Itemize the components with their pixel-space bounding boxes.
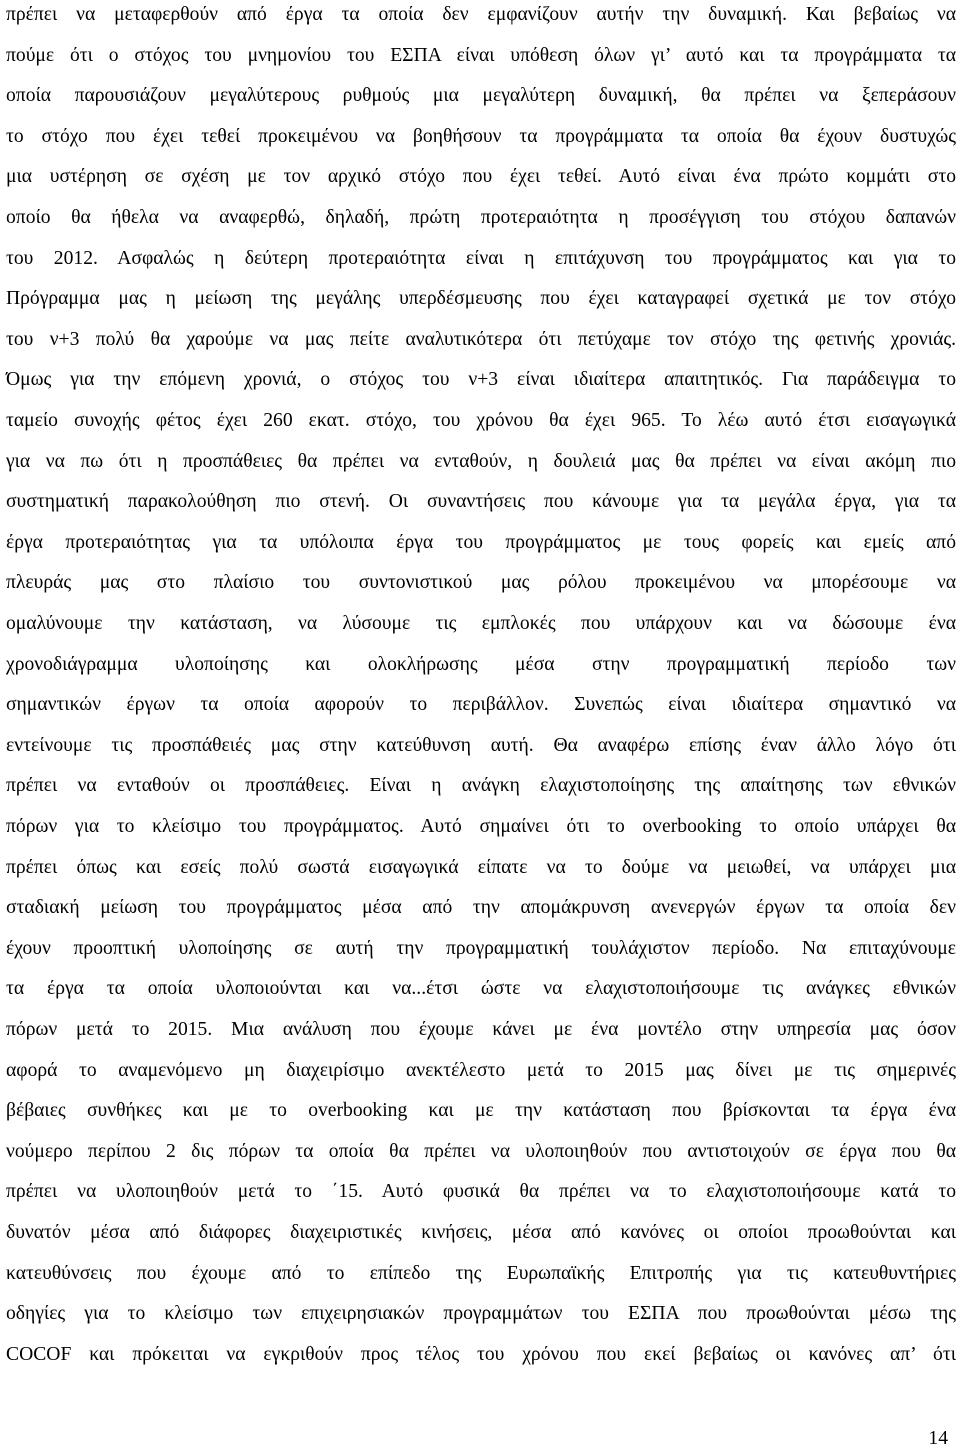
- text-line: σταδιακή μείωση του προγράμματος μέσα από την απομάκρυνση ανενεργών έργων τα οποία δεν: [6, 897, 956, 919]
- text-line: συστηματική παρακολούθηση πιο στενή. Οι συναντήσεις που κάνουμε για τα μεγάλα έργα, για τα: [6, 491, 956, 513]
- text-line: πρέπει να υλοποιηθούν μετά το ΄15. Αυτό φυσικά θα πρέπει να το ελαχιστοποιήσουμε κατά το: [6, 1181, 956, 1203]
- text-line: οδηγίες για το κλείσιμο των επιχειρησιακών προγραμμάτων του ΕΣΠΑ που προωθούνται μέσω της: [6, 1303, 956, 1325]
- text-line: για να πω ότι η προσπάθειες θα πρέπει να ενταθούν, η δουλειά μας θα πρέπει να είναι ακόμη πιο: [6, 450, 956, 472]
- text-line: χρονοδιάγραμμα υλοποίησης και ολοκλήρωσης μέσα στην προγραμματική περίοδο των: [6, 653, 956, 675]
- text-line: κατευθύνσεις που έχουμε από το επίπεδο της Ευρωπαϊκής Επιτροπής για τις κατευθυντήριες: [6, 1262, 956, 1284]
- text-line: πούμε ότι ο στόχος του μνημονίου του ΕΣΠΑ είναι υπόθεση όλων γι’ αυτό και τα προγράμματα τα: [6, 44, 956, 66]
- text-line: σημαντικών έργων τα οποία αφορούν το περιβάλλον. Συνεπώς είναι ιδιαίτερα σημαντικό να: [6, 694, 956, 716]
- text-line: οποίο θα ήθελα να αναφερθώ, δηλαδή, πρώτη προτεραιότητα η προσέγγιση του στόχου δαπανών: [6, 207, 956, 228]
- text-line: βέβαιες συνθήκες και με το overbooking και με την κατάσταση που βρίσκονται τα έργα ένα: [6, 1100, 956, 1122]
- page-number: 14: [928, 1428, 948, 1449]
- text-line: έχουν προοπτική υλοποίησης σε αυτή την προγραμματική τουλάχιστον περίοδο. Να επιταχύνουμε: [6, 937, 956, 959]
- text-line: αφορά το αναμενόμενο μη διαχειρίσιμο ανεκτέλεστο μετά το 2015 μας δίνει με τις σημερινές: [6, 1059, 956, 1081]
- text-line: Όμως για την επόμενη χρονιά, ο στόχος του ν+3 είναι ιδιαίτερα απαιτητικός. Για παράδειγμα το: [6, 369, 956, 391]
- text-line: το στόχο που έχει τεθεί προκειμένου να βοηθήσουν τα προγράμματα τα οποία θα έχουν δυστυχώς: [6, 125, 956, 147]
- text-line: ομαλύνουμε την κατάσταση, να λύσουμε τις εμπλοκές που υπάρχουν και να δώσουμε ένα: [6, 613, 956, 634]
- text-line: νούμερο περίπου 2 δις πόρων τα οποία θα πρέπει να υλοποιηθούν που αντιστοιχούν σε έργα που θα: [6, 1140, 956, 1162]
- text-line: πόρων για το κλείσιμο του προγράμματος. Αυτό σημαίνει ότι το overbooking το οποίο υπάρχει θα: [6, 816, 956, 837]
- text-line: COCOF και πρόκειται να εγκριθούν προς τέλος του χρόνου που εκεί βεβαίως οι κανόνες απ’ ότι: [6, 1343, 956, 1365]
- text-line: πόρων μετά το 2015. Μια ανάλυση που έχουμε κάνει με ένα μοντέλο στην υπηρεσία μας όσον: [6, 1019, 956, 1040]
- text-line: ταμείο συνοχής φέτος έχει 260 εκατ. στόχο, του χρόνου θα έχει 965. Το λέω αυτό έτσι εισαγωγικά: [6, 410, 956, 431]
- text-line: εντείνουμε τις προσπάθειές μας στην κατεύθυνση αυτή. Θα αναφέρω επίσης έναν άλλο λόγο ότι: [6, 734, 956, 756]
- text-line: του ν+3 πολύ θα χαρούμε να μας πείτε αναλυτικότερα ότι πετύχαμε τον στόχο της φετινής χρονιάς.: [6, 328, 956, 350]
- text-line: οποία παρουσιάζουν μεγαλύτερους ρυθμούς μια μεγαλύτερη δυναμική, θα πρέπει να ξεπεράσουν: [6, 85, 956, 107]
- text-line: πρέπει όπως και εσείς πολύ σωστά εισαγωγικά είπατε να το δούμε να μειωθεί, να υπάρχει μια: [6, 856, 956, 878]
- text-line: πλευράς μας στο πλαίσιο του συντονιστικού μας ρόλου προκειμένου να μπορέσουμε να: [6, 572, 956, 594]
- text-line: τα έργα τα οποία υλοποιούνται και να...έτσι ώστε να ελαχιστοποιήσουμε τις ανάγκες εθνικών: [6, 978, 956, 1000]
- text-line: πρέπει να ενταθούν οι προσπάθειες. Είναι η ανάγκη ελαχιστοποίησης της απαίτησης των εθνικών: [6, 775, 956, 797]
- text-line: έργα προτεραιότητας για τα υπόλοιπα έργα του προγράμματος με τους φορείς και εμείς από: [6, 531, 956, 553]
- text-line: δυνατόν μέσα από διάφορες διαχειριστικές κινήσεις, μέσα από κανόνες οι οποίοι προωθούνται και: [6, 1222, 956, 1243]
- text-line: Πρόγραμμα μας η μείωση της μεγάλης υπερδέσμευσης που έχει καταγραφεί σχετικά με τον στόχο: [6, 288, 956, 310]
- text-line: μια υστέρηση σε σχέση με τον αρχικό στόχο που έχει τεθεί. Αυτό είναι ένα πρώτο κομμάτι στο: [6, 166, 956, 188]
- text-line: πρέπει να μεταφερθούν από έργα τα οποία δεν εμφανίζουν αυτήν την δυναμική. Και βεβαίως να: [6, 4, 956, 25]
- text-line: του 2012. Ασφαλώς η δεύτερη προτεραιότητα είναι η επιτάχυνση του προγράμματος και για το: [6, 247, 956, 269]
